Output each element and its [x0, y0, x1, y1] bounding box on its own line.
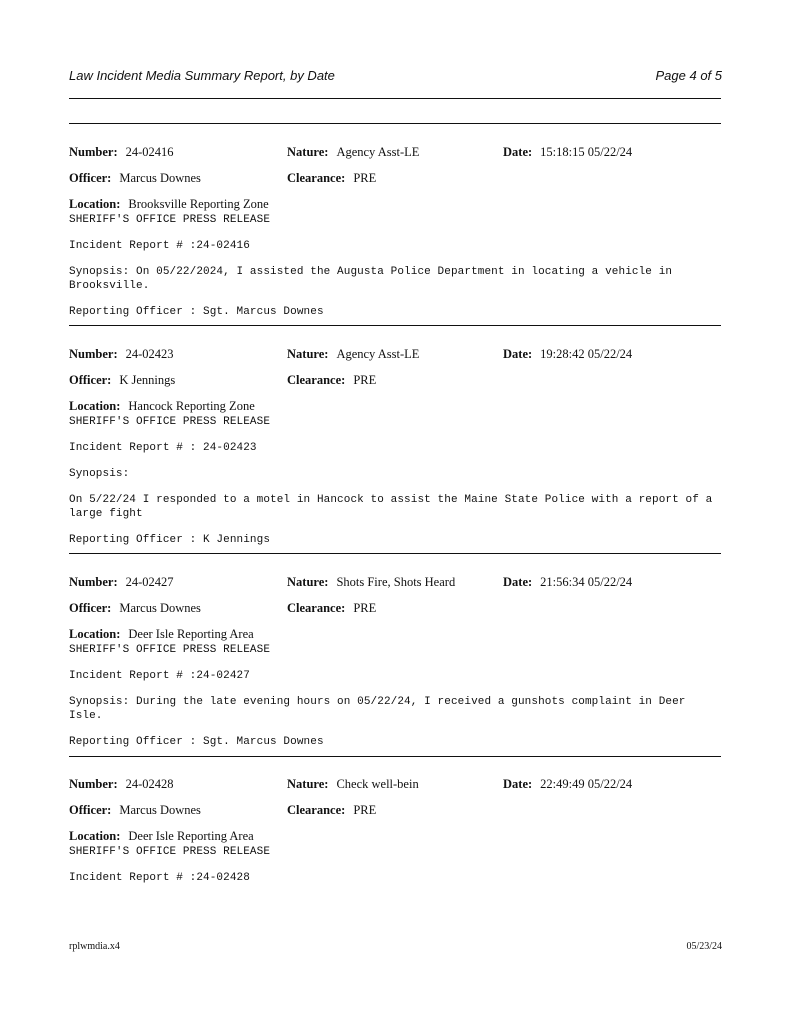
incident-record: [69, 575, 721, 749]
date-field: Date: 15:18:15 05/22/24: [503, 145, 633, 159]
reporting-officer: Reporting Officer : K Jennings: [69, 534, 271, 546]
nature-field: Nature: Agency Asst-LE: [287, 347, 420, 361]
incident-report-number: Incident Report # :24-02428: [69, 872, 250, 884]
officer-field: Officer: Marcus Downes: [69, 601, 201, 615]
incident-clearance: PRE: [353, 803, 377, 817]
incident-officer-row: [69, 601, 721, 617]
incident-location: Deer Isle Reporting Area: [128, 627, 254, 641]
officer-field: Officer: K Jennings: [69, 373, 176, 387]
incident-location-row: [69, 399, 721, 415]
number-field: Number: 24-02416: [69, 145, 174, 159]
incident-divider: [69, 553, 721, 554]
print-date: 05/23/24: [686, 941, 722, 952]
location-field: Location: Deer Isle Reporting Area: [69, 829, 254, 843]
number-field: Number: 24-02427: [69, 575, 174, 589]
incident-location: Brooksville Reporting Zone: [128, 197, 269, 211]
incident-officer-row: [69, 171, 721, 187]
incident-summary-row: [69, 145, 721, 161]
incident-summary-row: [69, 777, 721, 793]
report-title: Law Incident Media Summary Report, by Date: [69, 68, 335, 83]
press-release-heading: SHERIFF'S OFFICE PRESS RELEASE: [69, 214, 271, 226]
incident-date: 15:18:15 05/22/24: [540, 145, 633, 159]
location-field: Location: Brooksville Reporting Zone: [69, 197, 269, 211]
incident-divider: [69, 325, 721, 326]
incident-number: 24-02423: [125, 347, 174, 361]
press-release-heading: SHERIFF'S OFFICE PRESS RELEASE: [69, 416, 271, 428]
officer-field: Officer: Marcus Downes: [69, 803, 201, 817]
incident-number: 24-02428: [125, 777, 174, 791]
incident-number: 24-02427: [125, 575, 174, 589]
report-file-name: rplwmdia.x4: [69, 941, 120, 952]
incident-date: 19:28:42 05/22/24: [540, 347, 633, 361]
incident-nature: Agency Asst-LE: [336, 145, 420, 159]
header-divider-top: [69, 98, 721, 99]
incident-officer: Marcus Downes: [119, 601, 201, 615]
synopsis-text: Synopsis: On 05/22/2024, I assisted the Augusta Police Department in locating a vehicle in Brooksville.: [69, 266, 679, 292]
clearance-field: Clearance: PRE: [287, 373, 377, 387]
location-field: Location: Deer Isle Reporting Area: [69, 627, 254, 641]
incident-clearance: PRE: [353, 171, 377, 185]
incident-clearance: PRE: [353, 373, 377, 387]
number-field: Number: 24-02428: [69, 777, 174, 791]
incident-officer-row: [69, 803, 721, 819]
nature-field: Nature: Shots Fire, Shots Heard: [287, 575, 456, 589]
incident-divider: [69, 756, 721, 757]
reporting-officer: Reporting Officer : Sgt. Marcus Downes: [69, 736, 324, 748]
date-field: Date: 19:28:42 05/22/24: [503, 347, 633, 361]
incident-location-row: [69, 829, 721, 845]
press-release-heading: SHERIFF'S OFFICE PRESS RELEASE: [69, 644, 271, 656]
incident-officer: Marcus Downes: [119, 803, 201, 817]
synopsis-label: Synopsis:: [69, 468, 130, 480]
incident-record: [69, 777, 721, 885]
incident-nature: Shots Fire, Shots Heard: [336, 575, 456, 589]
clearance-field: Clearance: PRE: [287, 803, 377, 817]
incident-report-number: Incident Report # : 24-02423: [69, 442, 257, 454]
clearance-field: Clearance: PRE: [287, 601, 377, 615]
number-field: Number: 24-02423: [69, 347, 174, 361]
incident-officer-row: [69, 373, 721, 389]
incident-nature: Agency Asst-LE: [336, 347, 420, 361]
synopsis-text: On 5/22/24 I responded to a motel in Hancock to assist the Maine State Police with a report of a large fight: [69, 494, 720, 520]
incident-location-row: [69, 627, 721, 643]
page-number: Page 4 of 5: [655, 68, 722, 83]
incident-nature: Check well-bein: [336, 777, 419, 791]
incident-location-row: [69, 197, 721, 213]
press-release-heading: SHERIFF'S OFFICE PRESS RELEASE: [69, 846, 271, 858]
incident-officer: Marcus Downes: [119, 171, 201, 185]
reporting-officer: Reporting Officer : Sgt. Marcus Downes: [69, 306, 324, 318]
incident-date: 21:56:34 05/22/24: [540, 575, 633, 589]
officer-field: Officer: Marcus Downes: [69, 171, 201, 185]
incident-location: Hancock Reporting Zone: [128, 399, 255, 413]
nature-field: Nature: Check well-bein: [287, 777, 419, 791]
date-field: Date: 21:56:34 05/22/24: [503, 575, 633, 589]
incident-date: 22:49:49 05/22/24: [540, 777, 633, 791]
incident-officer: K Jennings: [119, 373, 176, 387]
clearance-field: Clearance: PRE: [287, 171, 377, 185]
date-field: Date: 22:49:49 05/22/24: [503, 777, 633, 791]
incident-number: 24-02416: [125, 145, 174, 159]
incident-report-number: Incident Report # :24-02416: [69, 240, 250, 252]
incident-location: Deer Isle Reporting Area: [128, 829, 254, 843]
nature-field: Nature: Agency Asst-LE: [287, 145, 420, 159]
incident-summary-row: [69, 575, 721, 591]
incident-clearance: PRE: [353, 601, 377, 615]
header-divider-bottom: [69, 123, 721, 124]
incident-report-number: Incident Report # :24-02427: [69, 670, 250, 682]
location-field: Location: Hancock Reporting Zone: [69, 399, 255, 413]
incident-summary-row: [69, 347, 721, 363]
synopsis-text: Synopsis: During the late evening hours on 05/22/24, I received a gunshots complaint in Deer Isle.: [69, 696, 693, 722]
incident-record: [69, 145, 721, 319]
incident-record: [69, 347, 721, 547]
